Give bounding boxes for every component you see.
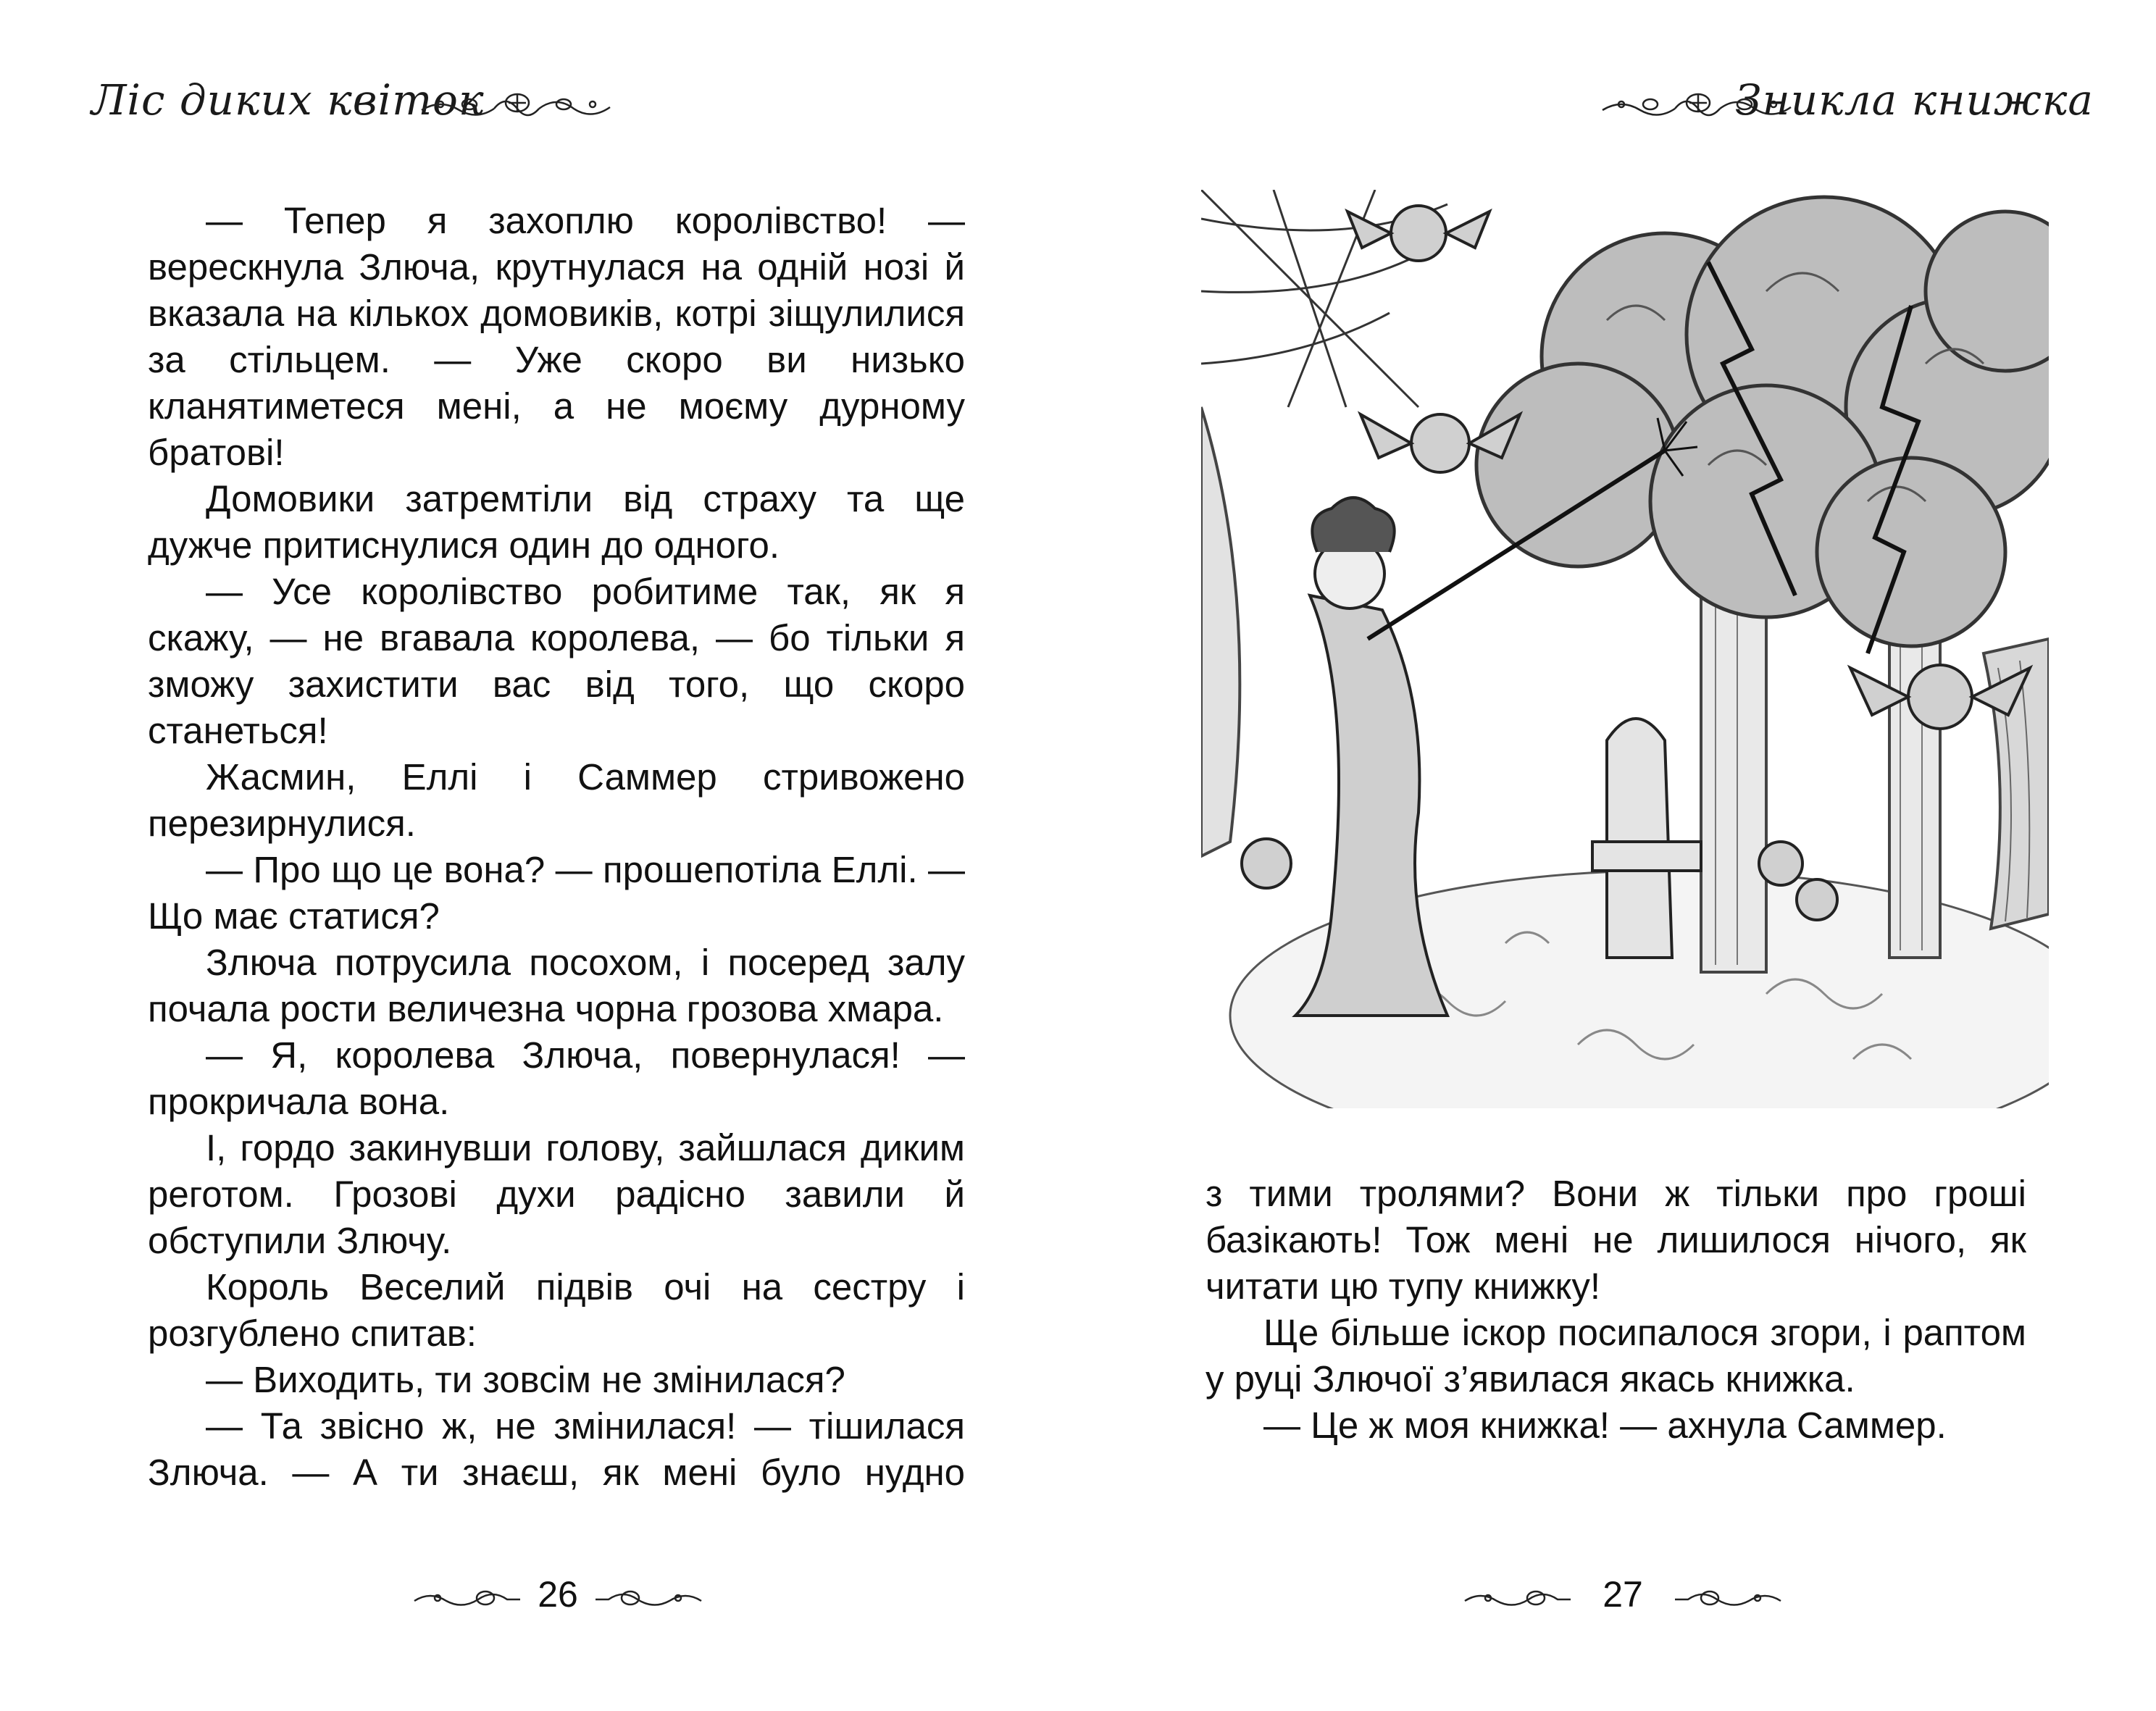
- running-head-left: Ліс диких квіток: [91, 75, 485, 125]
- footer-flourish-icon: [594, 1586, 703, 1611]
- header-flourish-icon: [419, 88, 614, 122]
- footer-flourish-icon: [1674, 1586, 1782, 1611]
- paragraph: — Та звісно ж, не змінилася! — тішилася Злюча. — А ти знаєш, як мені було нудно: [148, 1405, 965, 1493]
- paragraph: Злюча потрусила посохом, і посеред залу почала рости величезна чорна грозова хмара.: [148, 942, 965, 1029]
- paragraph: — Це ж моя книжка! — ахнула Саммер.: [1263, 1405, 1947, 1446]
- paragraph: з тими тролями? Вони ж тільки про гроші базікають! Тож мені не лишилося нічого, як читати цю тупу книжку!: [1206, 1173, 2026, 1307]
- footer-right: [1463, 1573, 1782, 1624]
- paragraph: — Виходить, ти зовсім не змінилася?: [206, 1359, 845, 1400]
- paragraph: Жасмин, Еллі і Саммер стривожено перезирнулися.: [148, 756, 965, 844]
- paragraph: — Про що це вона? — прошепотіла Еллі. — Що має статися?: [148, 849, 965, 937]
- running-head-right: Зникла книжка: [1735, 75, 2094, 125]
- paragraph: І, гордо закинувши голову, зайшлася диким реготом. Грозові духи радісно завили й обступили Злючу.: [148, 1127, 965, 1261]
- storm-throne-room-illustration: [1201, 190, 2049, 1108]
- body-text-right: [1206, 1171, 2026, 1449]
- page-number: 27: [1603, 1574, 1643, 1615]
- right-page: [1078, 0, 2156, 1711]
- page-number: 26: [538, 1574, 578, 1615]
- paragraph: Ще більше іскор посипалося згори, і раптом у руці Злючої з’явилася якась книжка.: [1206, 1312, 2026, 1400]
- paragraph: — Усе королівство робитиме так, як я скажу, — не вгавала королева, — бо тільки я зможу захистити вас від того, що скоро станеться!: [148, 571, 965, 751]
- paragraph: Домовики затремтіли від страху та ще дужче притиснулися один до одного.: [148, 478, 965, 566]
- body-text-left: [148, 198, 965, 1496]
- footer-left: [413, 1573, 703, 1624]
- paragraph: — Тепер я захоплю королівство! — верескнула Злюча, крутнулася на одній нозі й вказала на кількох домовиків, котрі зіщулилися за стільцем. — Уже скоро ви низько кланятиметеся мені, а не моєму дурному братові!: [148, 200, 965, 473]
- paragraph: Король Веселий підвів очі на сестру і розгублено спитав:: [148, 1266, 965, 1354]
- paragraph: — Я, королева Злюча, повернулася! — прокричала вона.: [148, 1034, 965, 1122]
